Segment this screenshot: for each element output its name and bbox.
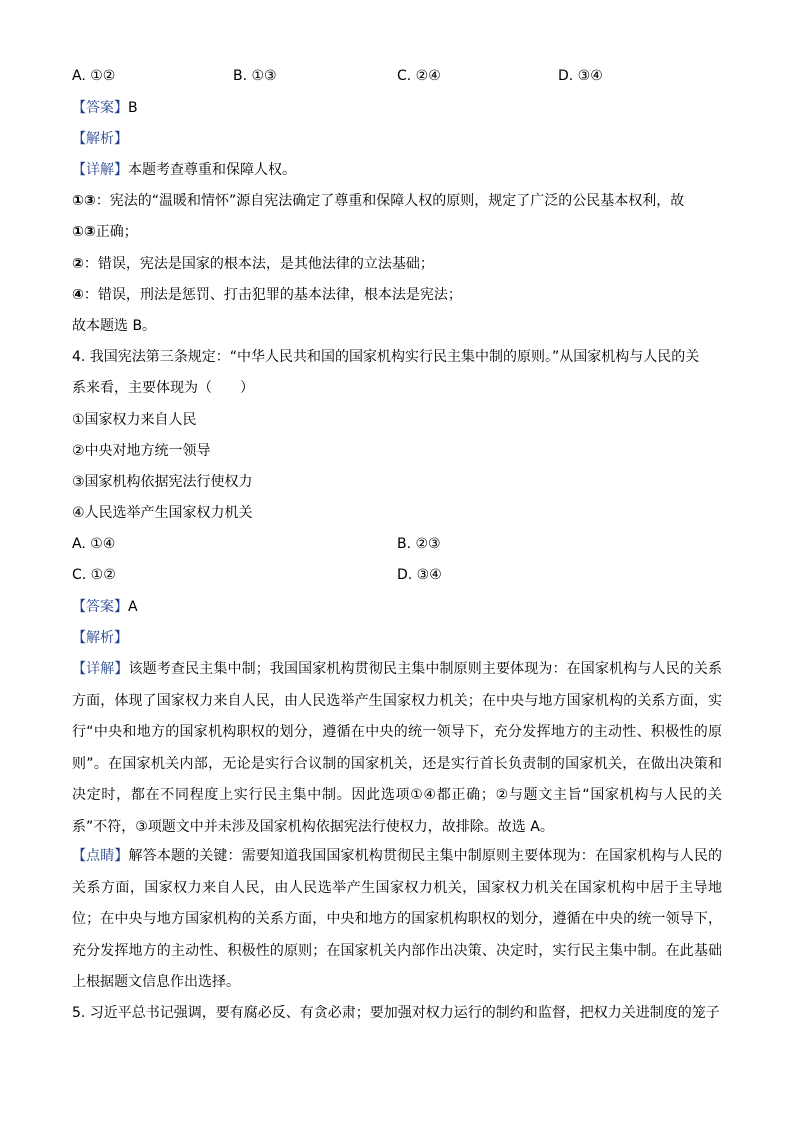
- q4-answer: [72, 597, 138, 617]
- q3-option-a: A. ①②: [72, 68, 116, 84]
- detail-label: 【详解】: [72, 162, 128, 178]
- q4-option-b: B. ②③: [397, 536, 441, 552]
- item-text: 正确；: [95, 224, 138, 240]
- q3-option-c: C. ②④: [397, 68, 441, 84]
- q3-conclusion: 故本题选 B。: [72, 318, 157, 334]
- q4-option-d: D. ③④: [397, 567, 442, 583]
- q3-option-b: B. ①③: [233, 68, 277, 84]
- item-text: ：宪法的“温暖和情怀”源自宪法确定了尊重和保障人权的原则，规定了广泛的公民基本权利，故: [95, 193, 685, 209]
- item-marker: ①③: [72, 224, 96, 240]
- answer-label: 【答案】: [72, 100, 128, 116]
- q3-answer: [72, 98, 138, 118]
- q4-stem-line-1: 4. 我国宪法第三条规定：“中华人民共和国的国家机构实行民主集中制的原则。”从国家机构与人民的关: [72, 349, 700, 365]
- q3-detail: [72, 160, 296, 180]
- answer-value: B: [128, 100, 138, 116]
- tip-label: 【点睛】: [72, 848, 129, 864]
- answer-label: 【答案】: [72, 599, 128, 615]
- item-text: ：错误，宪法是国家的根本法，是其他法律的立法基础；: [83, 256, 434, 272]
- q5-stem-line-1: 5. 习近平总书记强调，要有腐必反、有贪必肃；要加强对权力运行的制约和监督，把权力关进制度的笼子: [72, 1005, 720, 1021]
- q3-analysis-label: 【解析】: [72, 131, 128, 147]
- detail-label: 【详解】: [72, 661, 129, 677]
- q4-analysis-label: 【解析】: [72, 630, 128, 646]
- q3-analysis-line-1: [72, 191, 684, 211]
- detail-text: 该题考查民主集中制；我国国家机构贯彻民主集中制原则主要体现为：在国家机构与人民的关系方面，体现了国家权力来自人民，由人民选举产生国家权力机关；在中央与地方国家机构的关系方面，实行“中央和地方的国家机构职权的划分，遵循在中央的统一领导下，充分发挥地方的主动性、积极性的原则”。在国家机关内部，无论是实行合议制的国家机关，还是实行首长负责制的国家机关，在做出决策和决定时，都在不同程度上实行民主集中制。因此选项①④都正确；②与题文主旨“国家机构与人民的关系”不符，③项题文中并未涉及国家机构依据宪法行使权力，故排除。故选 A。: [72, 661, 723, 835]
- q4-detail: [72, 654, 722, 843]
- q3-option-d: D. ③④: [558, 68, 603, 84]
- q4-option-c: C. ①②: [72, 567, 116, 583]
- q4-statement-3: ③国家机构依据宪法行使权力: [72, 474, 253, 490]
- q4-option-a: A. ①④: [72, 536, 116, 552]
- q4-statement-4: ④人民选举产生国家权力机关: [72, 505, 253, 521]
- q4-stem-line-2: 系来看，主要体现为（ ）: [72, 380, 254, 396]
- q4-statement-2: ②中央对地方统一领导: [72, 443, 211, 459]
- detail-text: 本题考查尊重和保障人权。: [128, 162, 296, 178]
- q4-tip: [72, 841, 722, 999]
- q4-statement-1: ①国家权力来自人民: [72, 412, 197, 428]
- item-marker: ④: [72, 287, 84, 303]
- item-marker: ①③: [72, 193, 96, 209]
- item-text: ：错误，刑法是惩罚、打击犯罪的基本法律，根本法是宪法；: [83, 287, 462, 303]
- q3-analysis-line-3: [72, 254, 434, 274]
- answer-value: A: [128, 599, 138, 615]
- item-marker: ②: [72, 256, 84, 272]
- tip-text: 解答本题的关键：需要知道我国国家机构贯彻民主集中制原则主要体现为：在国家机构与人民的关系方面，国家权力来自人民，由人民选举产生国家权力机关，国家权力机关在国家机构中居于主导地位；在中央与地方国家机构的关系方面，中央和地方的国家机构职权的划分，遵循在中央的统一领导下，充分发挥地方的主动性、积极性的原则；在国家机关内部作出决策、决定时，实行民主集中制。在此基础上根据题文信息作出选择。: [72, 848, 723, 990]
- q3-analysis-line-4: [72, 285, 462, 305]
- q3-analysis-line-2: [72, 222, 138, 242]
